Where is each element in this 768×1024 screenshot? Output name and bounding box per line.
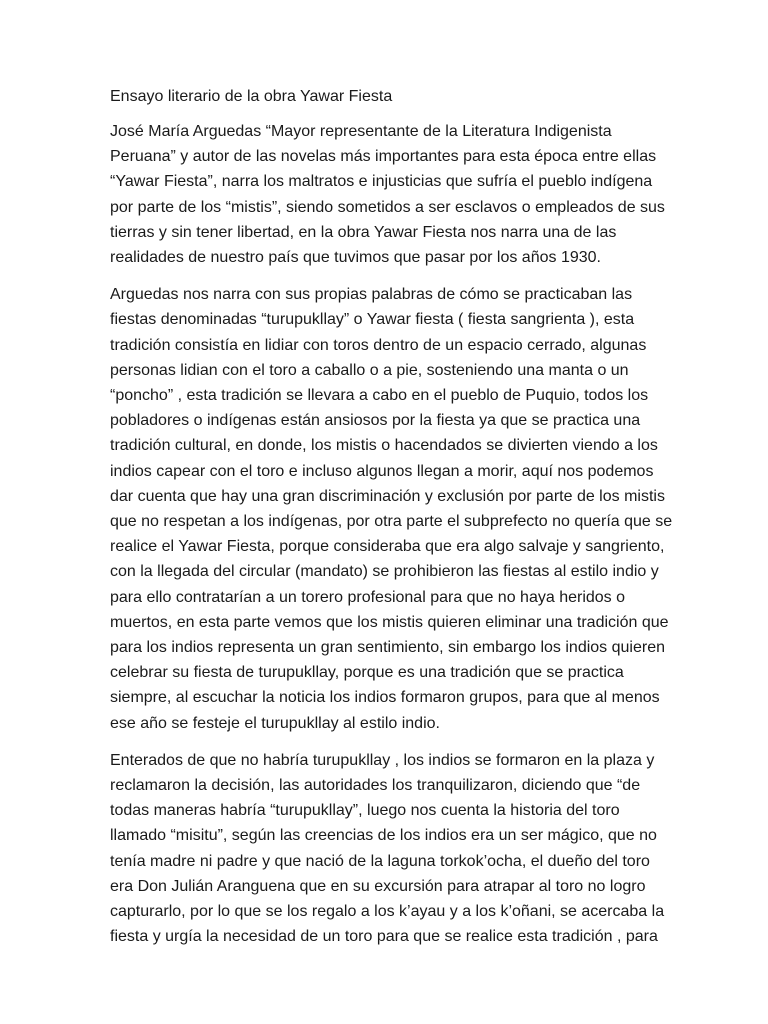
text-line: por parte de los “mistis”, siendo sometidos a ser esclavos o empleados de sus [110, 198, 665, 216]
text-line: para ello contratarían a un torero profesional para que no haya heridos o [110, 588, 626, 606]
text-line: fiestas denominadas “turupukllay” o Yawar fiesta ( fiesta sangrienta ), esta [110, 311, 635, 329]
text-line: tradición consistía en lidiar con toros dentro de un espacio cerrado, algunas [110, 336, 647, 354]
text-line: tenía madre ni padre y que nació de la laguna torkok’ocha, el dueño del toro [110, 852, 650, 870]
text-line: Enterados de que no habría turupukllay , los indios se formaron en la plaza y [110, 751, 655, 769]
text-line: tierras y sin tener libertad, en la obra Yawar Fiesta nos narra una de las [110, 223, 617, 241]
paragraph-2 [110, 282, 673, 736]
text-line: muertos, en esta parte vemos que los mistis quieren eliminar una tradición que [110, 613, 669, 631]
text-line: José María Arguedas “Mayor representante de la Literatura Indigenista [110, 123, 612, 140]
text-line: “Yawar Fiesta”, narra los maltratos e injusticias que sufría el pueblo indígena [110, 173, 653, 191]
text-line: tradición cultural, en donde, los mistis o hacendados se divierten viendo a los [110, 437, 658, 455]
document-title: Ensayo literario de la obra Yawar Fiesta [110, 88, 393, 105]
text-line: dar cuenta que hay una gran discriminación y exclusión por parte de los mistis [110, 487, 665, 505]
text-line: realice el Yawar Fiesta, porque consideraba que era algo salvaje y sangriento, [110, 538, 665, 556]
text-line: con la llegada del circular (mandato) se prohibieron las fiestas al estilo indio y [110, 563, 659, 581]
text-line: celebrar su fiesta de turupukllay, porque es una tradición que se practica [110, 664, 624, 682]
text-line: personas lidian con el toro a caballo o a pie, sosteniendo una manta o un [110, 361, 629, 379]
text-line: “poncho” , esta tradición se llevara a cabo en el pueblo de Puquio, todos los [110, 387, 649, 405]
text-line: fiesta y urgía la necesidad de un toro para que se realice esta tradición , para [110, 928, 658, 946]
text-line: siempre, al escuchar la noticia los indios formaron grupos, para que al menos [110, 689, 660, 707]
text-line: reclamaron la decisión, las autoridades los tranquilizaron, diciendo que “de [110, 777, 641, 795]
text-line: para los indios representa un gran sentimiento, sin embargo los indios quieren [110, 639, 665, 657]
text-line: era Don Julián Aranguena que en su excursión para atrapar al toro no logro [110, 877, 646, 895]
text-line: capturarlo, por lo que se los regalo a los k’ayau y a los k’oñani, se acercaba la [110, 903, 665, 921]
text-line: realidades de nuestro país que tuvimos que pasar por los años 1930. [110, 249, 601, 267]
text-line: Arguedas nos narra con sus propias palabras de cómo se practicaban las [110, 286, 633, 304]
text-line: todas maneras habría “turupukllay”, luego nos cuenta la historia del toro [110, 802, 620, 820]
text-line: indios capear con el toro e incluso algunos llegan a morir, aquí nos podemos [110, 462, 654, 480]
text-line: pobladores o indígenas están ansiosos por la fiesta ya que se practica una [110, 412, 641, 430]
text-line: que no respetan a los indígenas, por otra parte el subprefecto no quería que se [110, 513, 673, 531]
paragraph-3 [110, 748, 668, 950]
text-line: ese año se festeje el turupukllay al estilo indio. [110, 714, 440, 732]
text-line: llamado “misitu”, según las creencias de los indios era un ser mágico, que no [110, 827, 657, 845]
paragraph-1 [110, 119, 668, 270]
text-line: Peruana” y autor de las novelas más importantes para esta época entre ellas [110, 148, 657, 166]
